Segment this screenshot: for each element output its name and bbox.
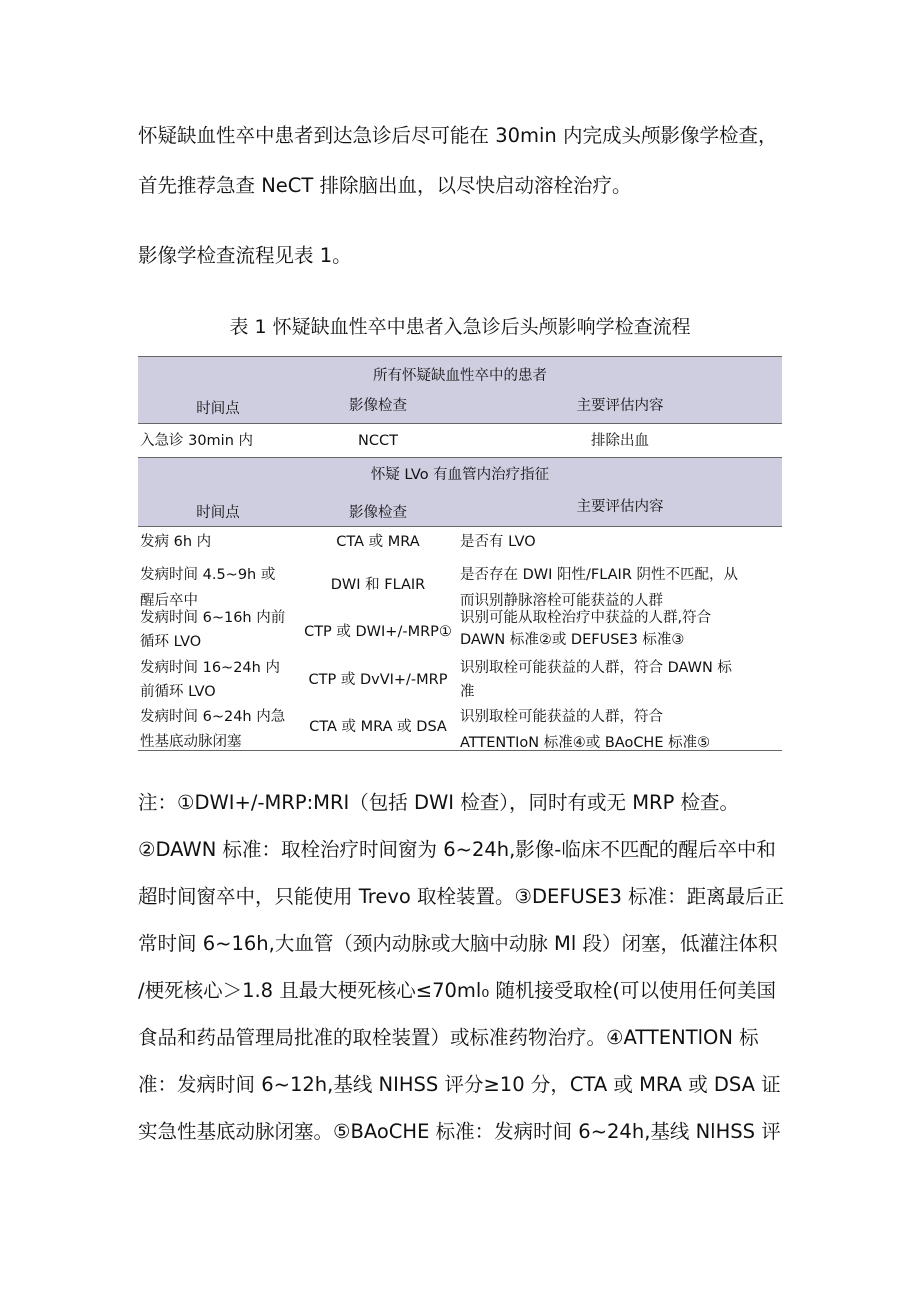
row4-time-line2: 性基底动脉闭塞 xyxy=(140,734,242,750)
intro-line-2: 首先推荐急查 NeCT 排除脑出血，以尽快启动溶栓治疗。 xyxy=(138,174,632,197)
note-line-1: 注：①DWI+/-MRP:MRI（包括 DWI 检查），同时有或无 MRP 检查。 xyxy=(138,791,740,814)
row4-imaging: CTA 或 MRA 或 DSA xyxy=(309,719,447,735)
row2-eval-line1: 识别可能从取栓治疗中获益的人群,符合 xyxy=(460,610,712,626)
row1-eval-line2: 而识别静脉溶栓可能获益的人群 xyxy=(460,593,663,608)
section1-row-time: 入急诊 30min 内 xyxy=(140,433,254,449)
row1-eval-line1: 是否存在 DWI 阳性/FLAIR 阴性不匹配，从 xyxy=(460,567,739,583)
section1-header-time: 时间点 xyxy=(196,401,240,417)
row3-eval-line2: 准 xyxy=(460,684,475,700)
row2-imaging: CTP 或 DWI+/-MRP① xyxy=(304,624,452,640)
section1-header-eval: 主要评估内容 xyxy=(576,398,664,414)
note-line-2: ②DAWN 标准：取栓治疗时间窗为 6~24h,影像-临床不匹配的醒后卒中和 xyxy=(138,838,776,861)
intro-line-1: 怀疑缺血性卒中患者到达急诊后尽可能在 30min 内完成头颅影像学检查， xyxy=(138,124,778,147)
row2-eval-line2: DAWN 标准②或 DEFUSE3 标准③ xyxy=(460,632,685,648)
row0-eval: 是否有 LVO xyxy=(460,534,536,550)
section1-header-imaging: 影像检查 xyxy=(349,398,407,414)
row1-time-line1: 发病时间 4.5~9h 或 xyxy=(140,567,276,583)
row0-time: 发病 6h 内 xyxy=(140,534,212,550)
note-line-8: 实急性基底动脉闭塞。⑤BAoCHE 标准：发病时间 6~24h,基线 NlHSS 评 xyxy=(138,1120,781,1143)
note-line-4: 常时间 6~16h,大血管（颈内动脉或大脑中动脉 Ml 段）闭塞，低灌注体积 xyxy=(138,932,778,955)
section1-row-eval: 排除出血 xyxy=(591,433,649,449)
row3-imaging: CTP 或 DvVI+/-MRP xyxy=(308,672,448,688)
imaging-table xyxy=(138,356,782,751)
note-line-5: /梗死核心＞1.8 且最大梗死核心≤70ml₀ 随机接受取栓(可以使用任何美国 xyxy=(138,979,776,1002)
row1-imaging: DWI 和 FLAIR xyxy=(330,577,426,593)
row3-time-line1: 发病时间 16~24h 内 xyxy=(140,660,280,676)
row4-eval-line1: 识别取栓可能获益的人群，符合 xyxy=(460,709,663,725)
footnotes xyxy=(138,788,798,1164)
row4-time-line1: 发病时间 6~24h 内急 xyxy=(140,709,286,725)
row4-eval-line2: ATTENTIoN 标准④或 BAoCHE 标准⑤ xyxy=(460,735,711,750)
section1-row-imaging: NCCT xyxy=(358,433,398,449)
row2-time-line2: 循环 LVO xyxy=(140,634,202,650)
section2-header-time: 时间点 xyxy=(196,505,240,521)
row3-time-line2: 前循环 LVO xyxy=(140,684,216,700)
section1-header xyxy=(138,356,782,424)
section2-header xyxy=(138,457,782,527)
table-caption: 表 1 怀疑缺血性卒中患者入急诊后头颅影响学检查流程 xyxy=(229,316,691,338)
section1-title: 所有怀疑缺血性卒中的患者 xyxy=(373,368,547,384)
note-line-3: 超时间窗卒中，只能使用 Trevo 取栓装置。③DEFUSE3 标准：距离最后正 xyxy=(138,885,785,908)
row3-eval-line1: 识别取栓可能获益的人群，符合 DAWN 标 xyxy=(460,660,732,676)
section2-header-imaging: 影像检查 xyxy=(349,505,407,521)
table-bottom-rule xyxy=(138,750,782,751)
row1-time-line2: 醒后卒中 xyxy=(140,593,198,608)
intro-line-3: 影像学检查流程见表 1。 xyxy=(138,244,352,267)
row0-imaging: CTA 或 MRA xyxy=(336,534,420,550)
section2-title: 怀疑 LVo 有血管内治疗指征 xyxy=(370,467,550,483)
section2-header-eval: 主要评估内容 xyxy=(576,499,664,515)
note-line-7: 准：发病时间 6~12h,基线 NIHSS 评分≥10 分，CTA 或 MRA 或 DSA 证 xyxy=(138,1073,781,1096)
row2-time-line1: 发病时间 6~16h 内前 xyxy=(140,610,286,626)
note-line-6: 食品和药品管理局批准的取栓装置）或标准药物治疗。④ATTENTlON 标 xyxy=(138,1026,759,1049)
